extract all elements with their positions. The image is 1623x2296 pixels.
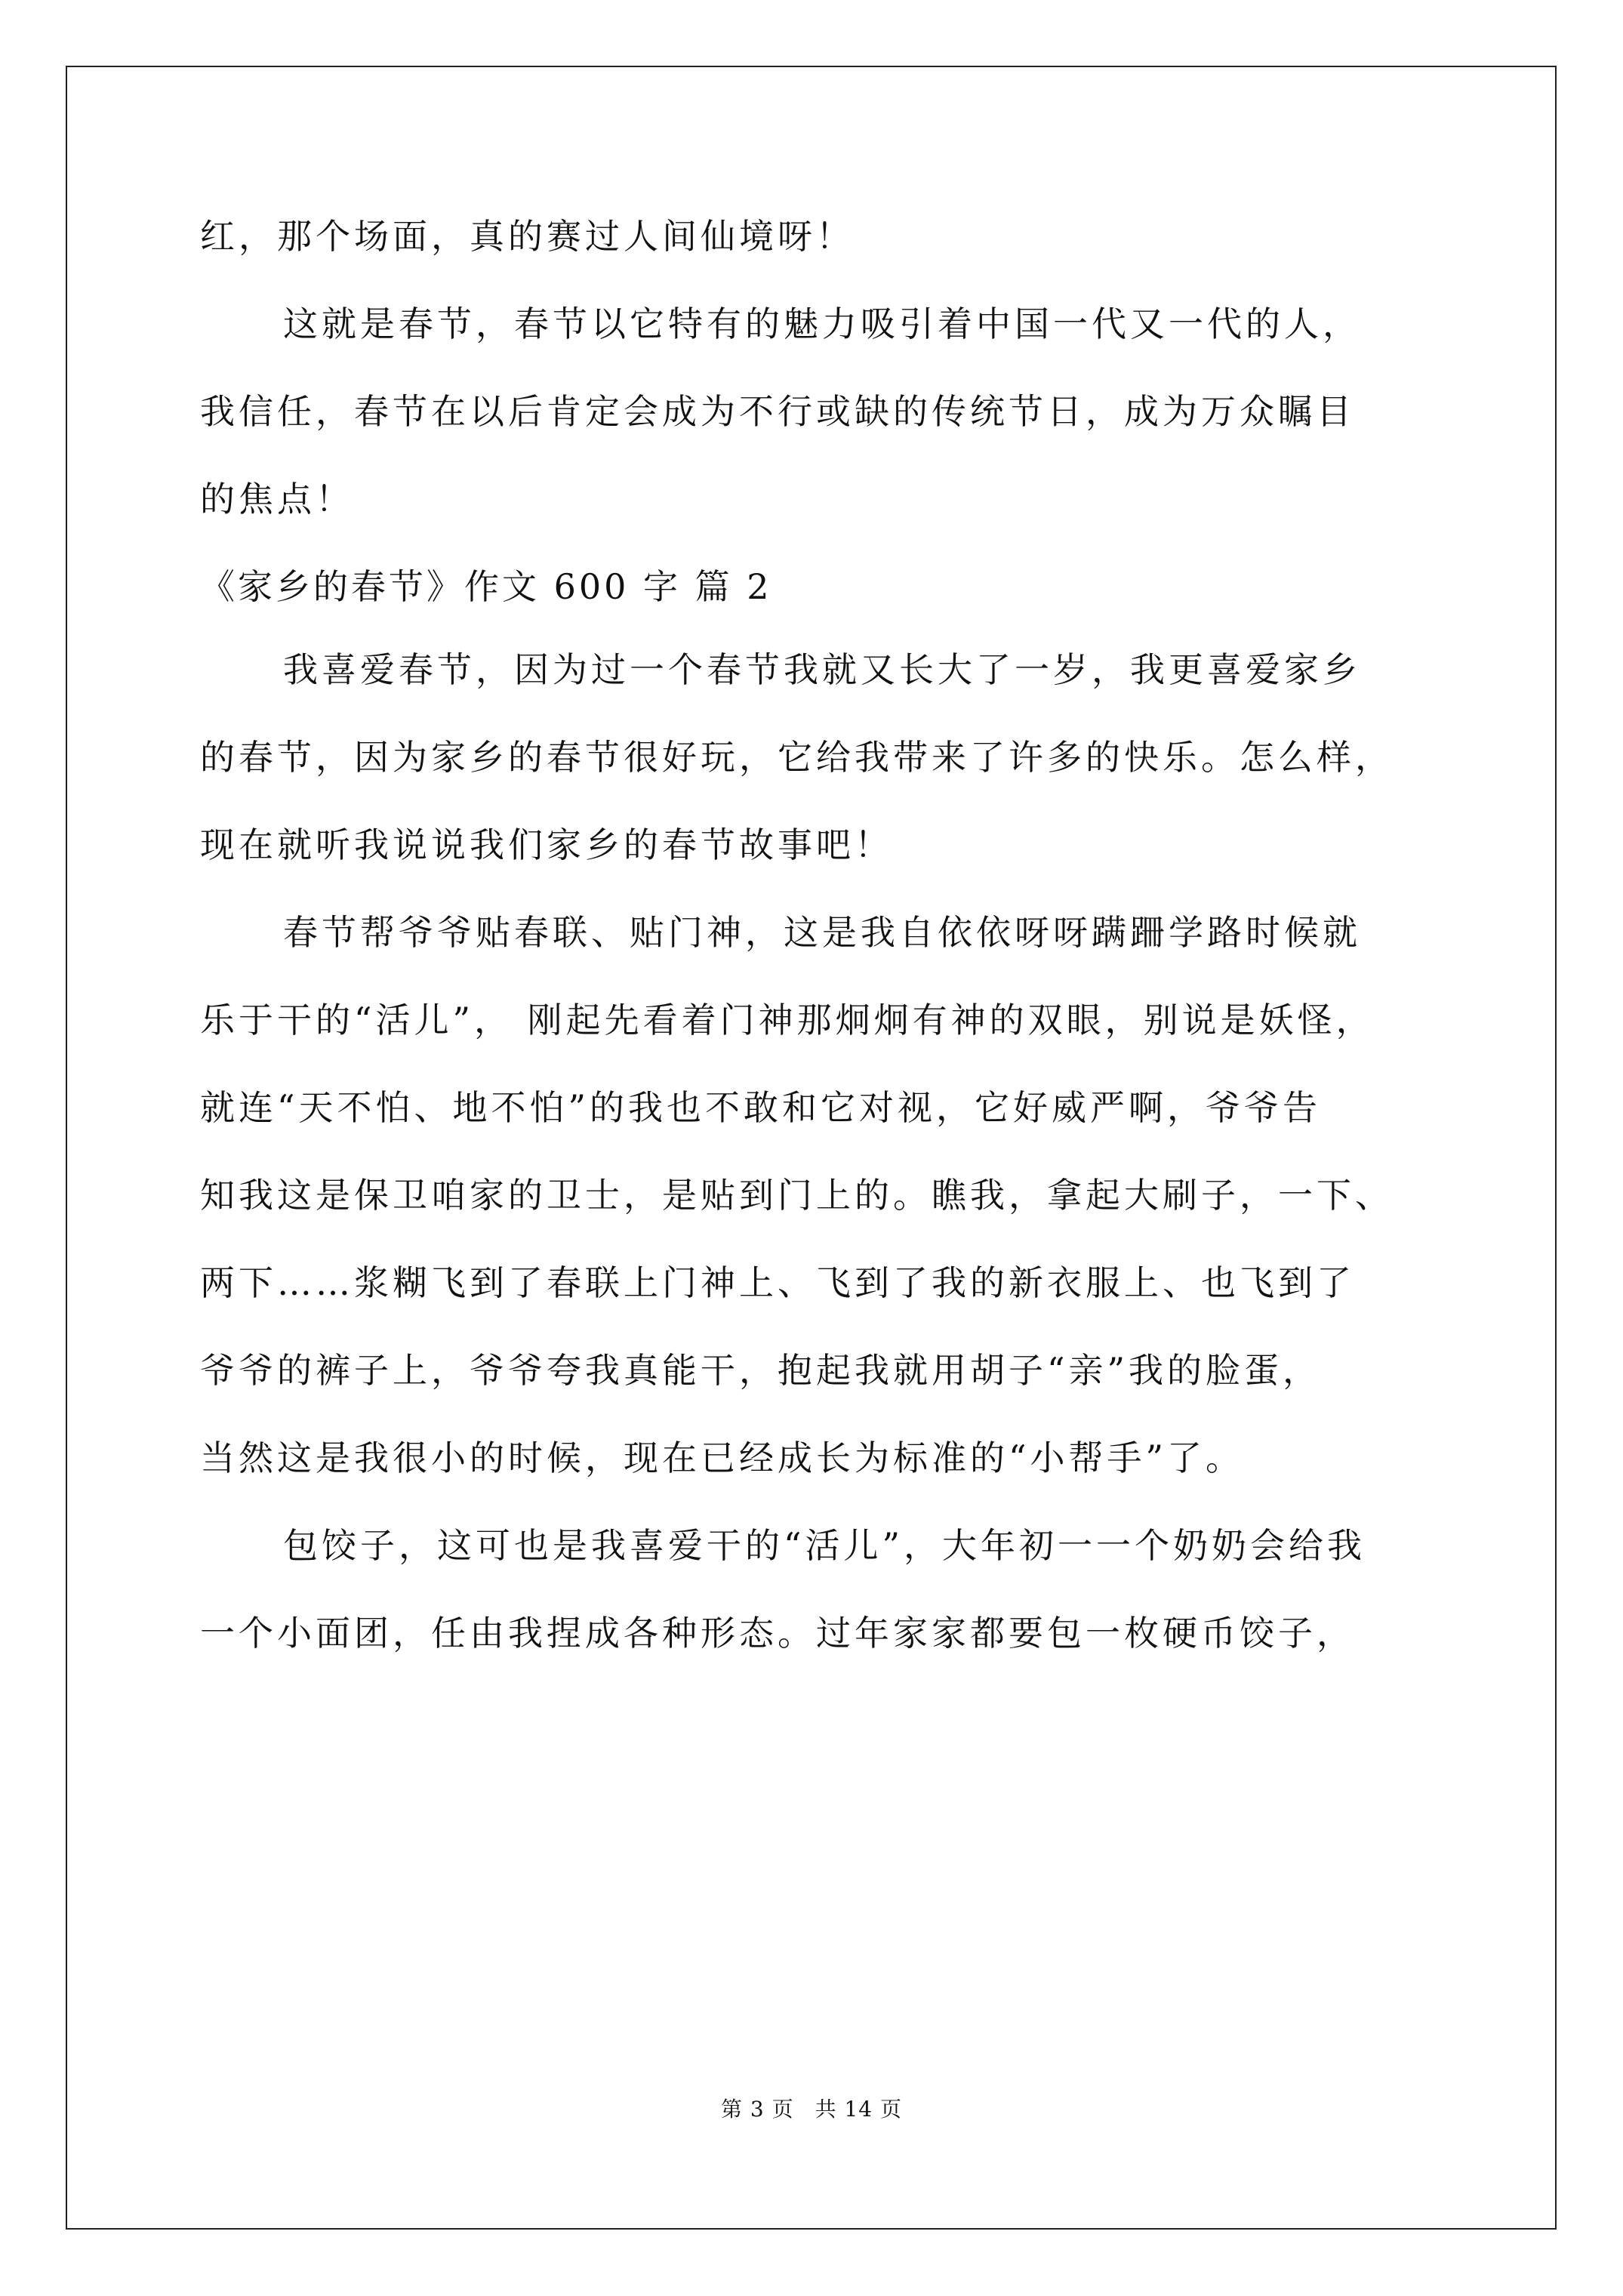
page-total: 共 14 页: [815, 2097, 903, 2122]
paragraph-line: 两下……浆糊飞到了春联上门神上、飞到了我的新衣服上、也飞到了: [200, 1262, 1355, 1303]
paragraph-line: 我喜爱春节，因为过一个春节我就又长大了一岁，我更喜爱家乡: [283, 649, 1361, 690]
paragraph-line: 乐于干的“活儿”， 刚起先看着门神那炯炯有神的双眼，别说是妖怪，: [200, 1000, 1375, 1040]
paragraph-line: 就连“天不怕、地不怕”的我也不敢和它对视，它好威严啊，爷爷告: [200, 1087, 1322, 1128]
page-footer: [0, 2093, 1623, 2123]
paragraph-line: 一个小面团，任由我捏成各种形态。过年家家都要包一枚硬币饺子，: [200, 1613, 1355, 1653]
paragraph-line: 知我这是保卫咱家的卫士，是贴到门上的。瞧我，拿起大刷子，一下、: [200, 1175, 1394, 1216]
paragraph-line: 爷爷的裤子上，爷爷夸我真能干，抱起我就用胡子“亲”我的脸蛋，: [200, 1350, 1322, 1391]
paragraph-line: 当然这是我很小的时候，现在已经成长为标准的“小帮手”了。: [200, 1438, 1245, 1478]
paragraph-line: 红，那个场面，真的赛过人间仙境呀！: [200, 216, 855, 257]
paragraph-line: 这就是春节，春节以它特有的魅力吸引着中国一代又一代的人，: [283, 304, 1361, 344]
paragraph-line: 的春节，因为家乡的春节很好玩，它给我带来了许多的快乐。怎么样，: [200, 737, 1394, 778]
paragraph-line: 现在就听我说说我们家乡的春节故事吧！: [200, 824, 893, 865]
page-number: 第 3 页: [720, 2097, 794, 2122]
paragraph-line: 春节帮爷爷贴春联、贴门神，这是我自依依呀呀蹒跚学路时候就: [283, 912, 1361, 953]
paragraph-line: 我信任，春节在以后肯定会成为不行或缺的传统节日，成为万众瞩目: [200, 391, 1355, 432]
paragraph-line: 包饺子，这可也是我喜爱干的“活儿”，大年初一一个奶奶会给我: [283, 1525, 1366, 1566]
section-heading: 《家乡的春节》作文 600 字 篇 2: [200, 566, 772, 607]
paragraph-line: 的焦点！: [200, 479, 354, 519]
document-body: [200, 216, 1468, 1703]
